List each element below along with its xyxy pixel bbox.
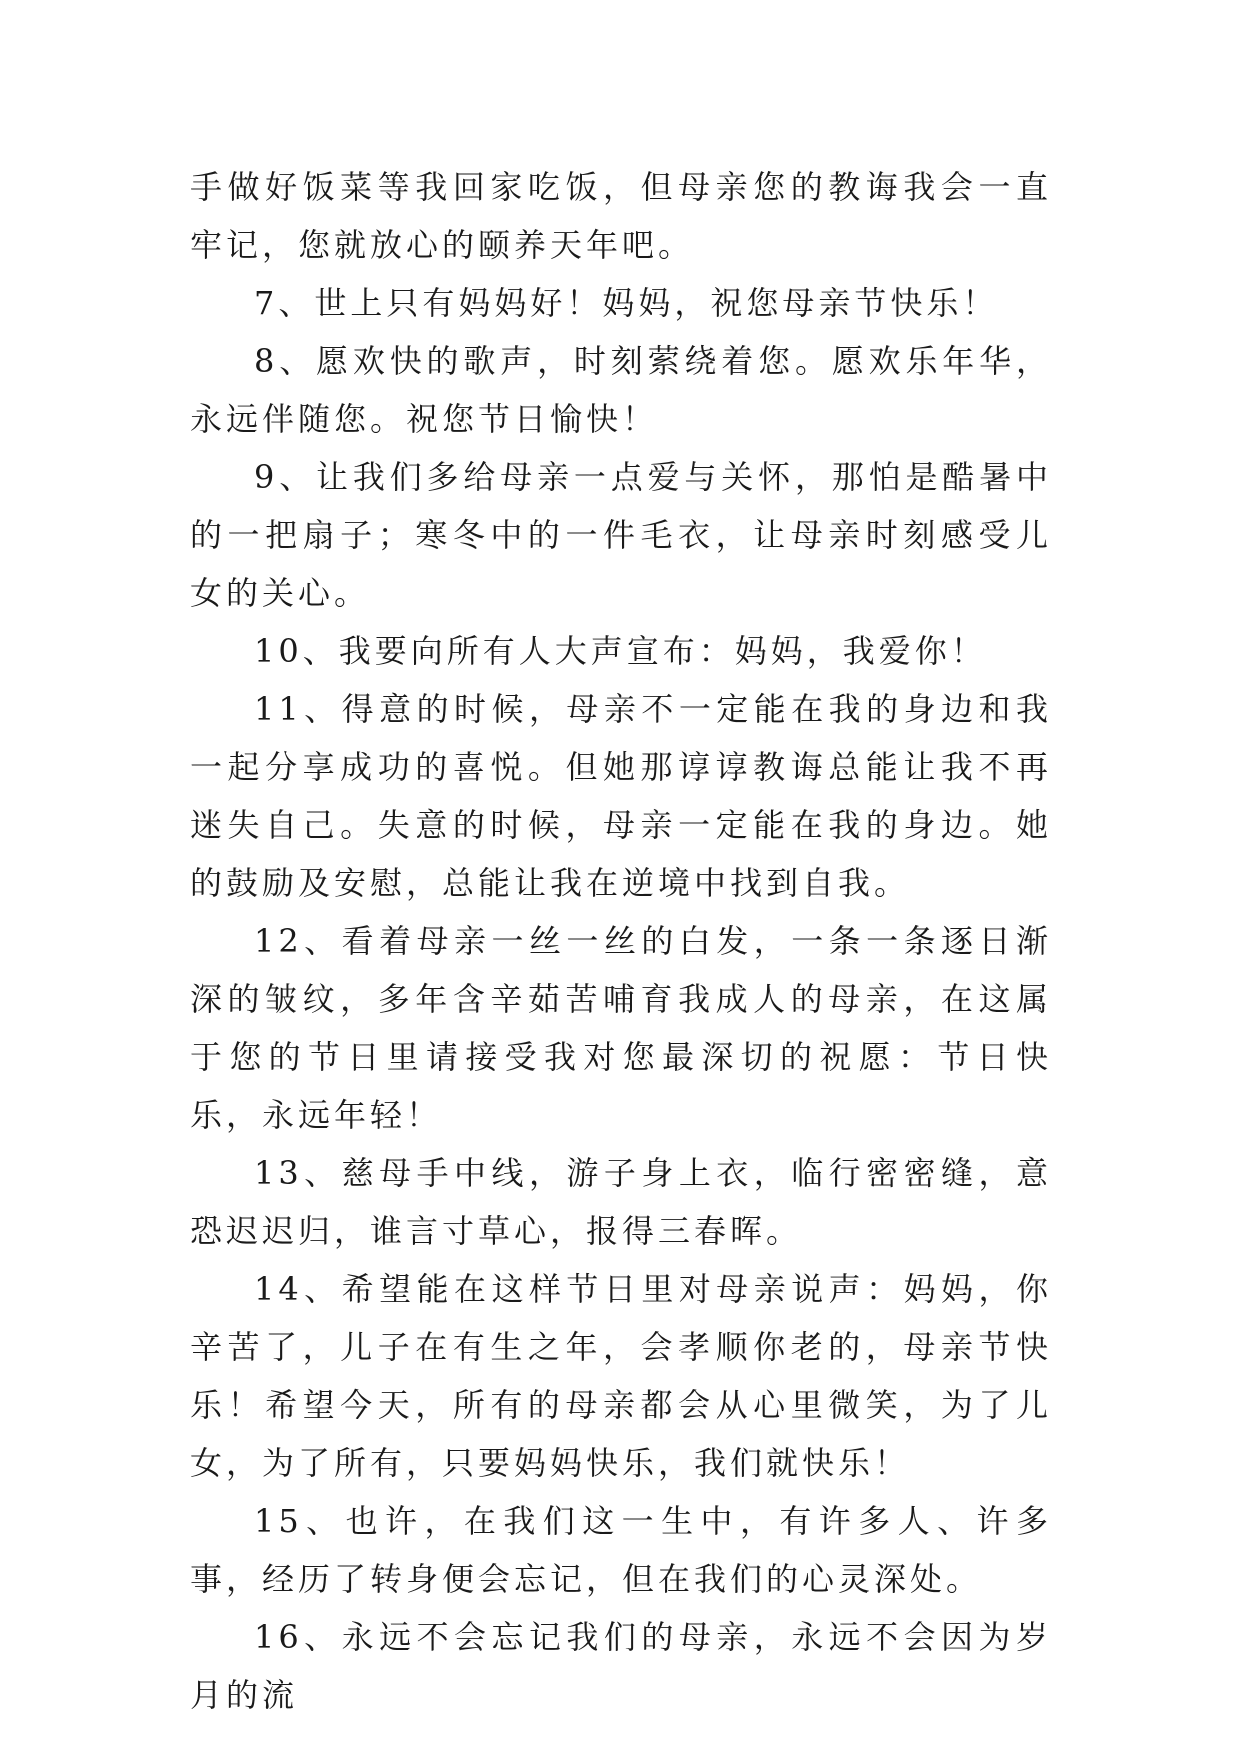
paragraph-item-10: 10、我要向所有人大声宣布：妈妈，我爱你！: [254, 632, 987, 670]
paragraph-item-9: 9、让我们多给母亲一点爱与关怀，那怕是酷暑中的一把扇子；寒冬中的一件毛衣，让母亲时刻感受儿女的关心。: [190, 458, 1052, 612]
document-body: [190, 158, 1052, 1724]
paragraph-item-16: 16、永远不会忘记我们的母亲，永远不会因为岁月的流: [190, 1618, 1052, 1714]
paragraph-item-12: 12、看着母亲一丝一丝的白发，一条一条逐日渐深的皱纹，多年含辛茹苦哺育我成人的母亲，在这属于您的节日里请接受我对您最深切的祝愿：节日快乐，永远年轻！: [190, 922, 1052, 1134]
paragraph-item-13: 13、慈母手中线，游子身上衣，临行密密缝，意恐迟迟归，谁言寸草心，报得三春晖。: [190, 1154, 1052, 1250]
paragraph-item-11: 11、得意的时候，母亲不一定能在我的身边和我一起分享成功的喜悦。但她那谆谆教诲总能让我不再迷失自己。失意的时候，母亲一定能在我的身边。她的鼓励及安慰，总能让我在逆境中找到自我。: [190, 690, 1052, 902]
paragraph-item-14: 14、希望能在这样节日里对母亲说声：妈妈，你辛苦了，儿子在有生之年，会孝顺你老的，母亲节快乐！希望今天，所有的母亲都会从心里微笑，为了儿女，为了所有，只要妈妈快乐，我们就快乐！: [190, 1270, 1052, 1482]
paragraph-continuation: 手做好饭菜等我回家吃饭，但母亲您的教诲我会一直牢记，您就放心的颐养天年吧。: [190, 168, 1052, 264]
paragraph-item-15: 15、也许，在我们这一生中，有许多人、许多事，经历了转身便会忘记，但在我们的心灵深处。: [190, 1502, 1052, 1598]
paragraph-item-8: 8、愿欢快的歌声，时刻萦绕着您。愿欢乐年华，永远伴随您。祝您节日愉快！: [190, 342, 1052, 438]
paragraph-item-7: 7、世上只有妈妈好！妈妈，祝您母亲节快乐！: [254, 284, 999, 322]
